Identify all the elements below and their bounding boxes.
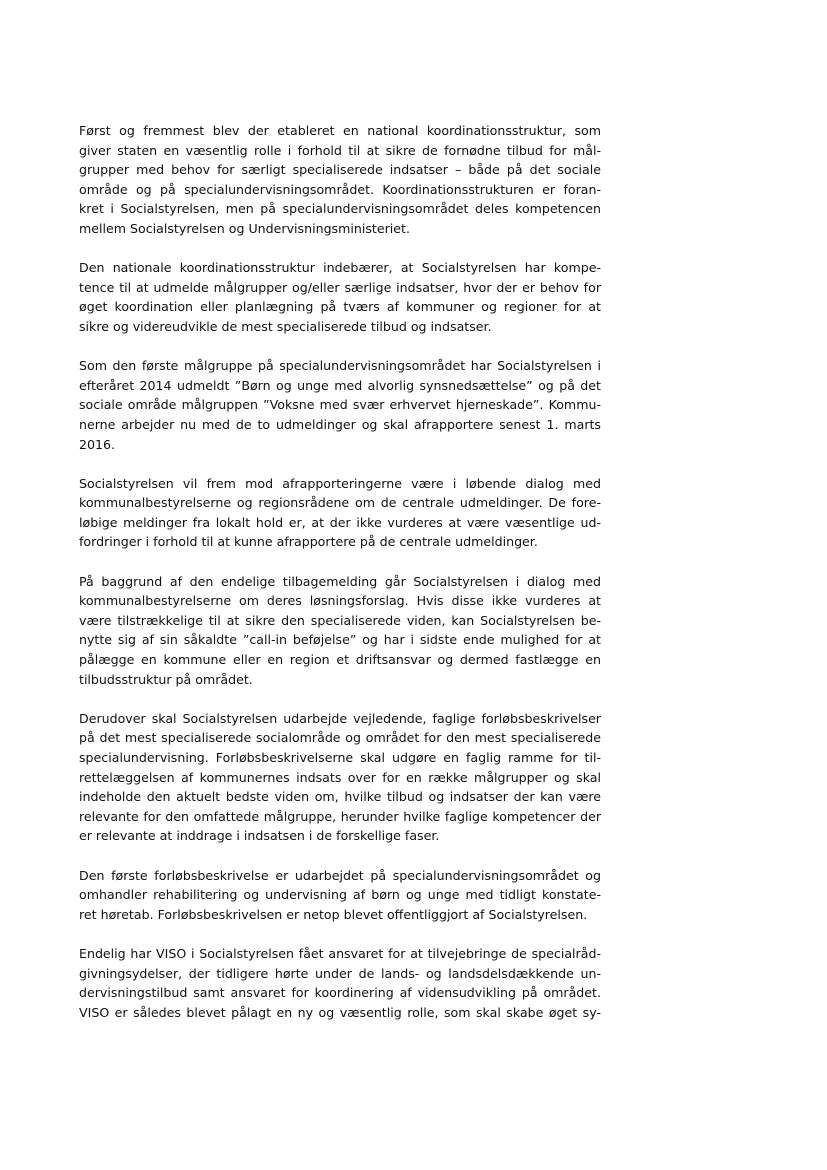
- text-line: kret i Socialstyrelsen, men på specialundervisningsområdet deles kompetencen: [79, 201, 601, 217]
- text-line: 2016.: [79, 436, 116, 452]
- text-line: på det mest specialiserede socialområde og området for den mest specialiserede: [79, 730, 601, 746]
- paragraph-loebende-dialog: [79, 474, 601, 552]
- text-line: tilbudsstruktur på området.: [79, 671, 253, 687]
- text-line: øget koordination eller planlægning på tværs af kommuner og regioner for at: [79, 299, 601, 315]
- text-line: efteråret 2014 udmeldt ”Børn og unge med alvorlig synsnedsættelse” og på det: [79, 377, 601, 393]
- text-line: omhandler rehabilitering og undervisning af børn og unge med tidligt konstate-: [79, 887, 601, 903]
- text-line: givningsydelser, der tidligere hørte under de lands- og landsdelsdækkende un-: [79, 965, 601, 981]
- text-line: Den første forløbsbeskrivelse er udarbejdet på specialundervisningsområdet og: [79, 867, 601, 883]
- text-line: grupper med behov for særligt specialiserede indsatser – både på det sociale: [79, 162, 601, 178]
- text-line: Derudover skal Socialstyrelsen udarbejde vejledende, faglige forløbsbeskrivelser: [79, 710, 601, 726]
- paragraph-tilbagemelding: [79, 572, 601, 690]
- text-line: Endelig har VISO i Socialstyrelsen fået ansvaret for at tilvejebringe de specialråd-: [79, 945, 601, 961]
- paragraph-forloebsbeskrivelser: [79, 709, 601, 846]
- paragraph-foerste-forloebsbeskrivelse: [79, 866, 601, 925]
- text-line: sociale område målgruppen ”Voksne med svær erhvervet hjerneskade”. Kommu-: [79, 397, 601, 413]
- text-line: kommunalbestyrelserne om deres løsningsforslag. Hvis disse ikke vurderes at: [79, 593, 601, 609]
- text-line: indeholde den aktuelt bedste viden om, hvilke tilbud og indsatser der kan være: [79, 789, 601, 805]
- text-line: På baggrund af den endelige tilbagemelding går Socialstyrelsen i dialog med: [79, 573, 601, 589]
- text-line: Som den første målgruppe på specialundervisningsområdet har Socialstyrelsen i: [79, 358, 601, 374]
- text-line: VISO er således blevet pålagt en ny og væsentlig rolle, som skal skabe øget sy-: [79, 1004, 601, 1020]
- text-line: rettelæggelsen af kommunernes indsats over for en række målgrupper og skal: [79, 769, 601, 785]
- text-line: tence til at udmelde målgrupper og/eller særlige indsatser, hvor der er behov for: [79, 279, 601, 295]
- paragraph-koordinationsstruktur: [79, 121, 601, 239]
- text-line: mellem Socialstyrelsen og Undervisningsministeriet.: [79, 220, 410, 236]
- text-line: kommunalbestyrelserne og regionsrådene om de centrale udmeldinger. De fore-: [79, 495, 601, 511]
- text-line: pålægge en kommune eller en region et driftsansvar og dermed fastlægge en: [79, 652, 601, 668]
- text-line: nerne arbejder nu med de to udmeldinger og skal afrapportere senest 1. marts: [79, 416, 601, 432]
- text-line: relevante for den omfattede målgruppe, herunder hvilke faglige kompetencer der: [79, 808, 601, 824]
- text-line: giver staten en væsentlig rolle i forhold til at sikre de fornødne tilbud for mål-: [79, 142, 601, 158]
- text-line: Først og fremmest blev der etableret en national koordinationsstruktur, som: [79, 123, 601, 138]
- text-line: Socialstyrelsen vil frem mod afrapporteringerne være i løbende dialog med: [79, 475, 601, 491]
- text-line: dervisningstilbud samt ansvaret for koordinering af vidensudvikling på området.: [79, 985, 601, 1001]
- text-line: nytte sig af sin såkaldte ”call-in beføjelse” og har i sidste ende mulighed for at: [79, 632, 601, 648]
- text-line: løbige meldinger fra lokalt hold er, at der ikke vurderes at være væsentlige ud-: [79, 514, 601, 530]
- text-line: er relevante at inddrage i indsatsen i de forskellige faser.: [79, 828, 440, 844]
- paragraph-national-koordination: [79, 258, 601, 336]
- text-line: område og på specialundervisningsområdet. Koordinationsstrukturen er foran-: [79, 181, 601, 197]
- paragraph-foerste-maalgruppe: [79, 356, 601, 454]
- paragraph-viso: [79, 944, 601, 1022]
- text-line: Den nationale koordinationsstruktur indebærer, at Socialstyrelsen har kompe-: [79, 260, 601, 276]
- text-line: specialundervisning. Forløbsbeskrivelserne skal udgøre en faglig ramme for til-: [79, 750, 601, 765]
- text-line: være tilstrækkelige til at sikre den specialiserede viden, kan Socialstyrelsen be-: [79, 612, 601, 628]
- text-line: fordringer i forhold til at kunne afrapportere på de centrale udmeldinger.: [79, 534, 538, 550]
- text-line: ret høretab. Forløbsbeskrivelsen er netop blevet offentliggjort af Socialstyrelsen.: [79, 906, 588, 922]
- document-body: [79, 121, 601, 1042]
- text-line: sikre og videreudvikle de mest specialiserede tilbud og indsatser.: [79, 318, 492, 334]
